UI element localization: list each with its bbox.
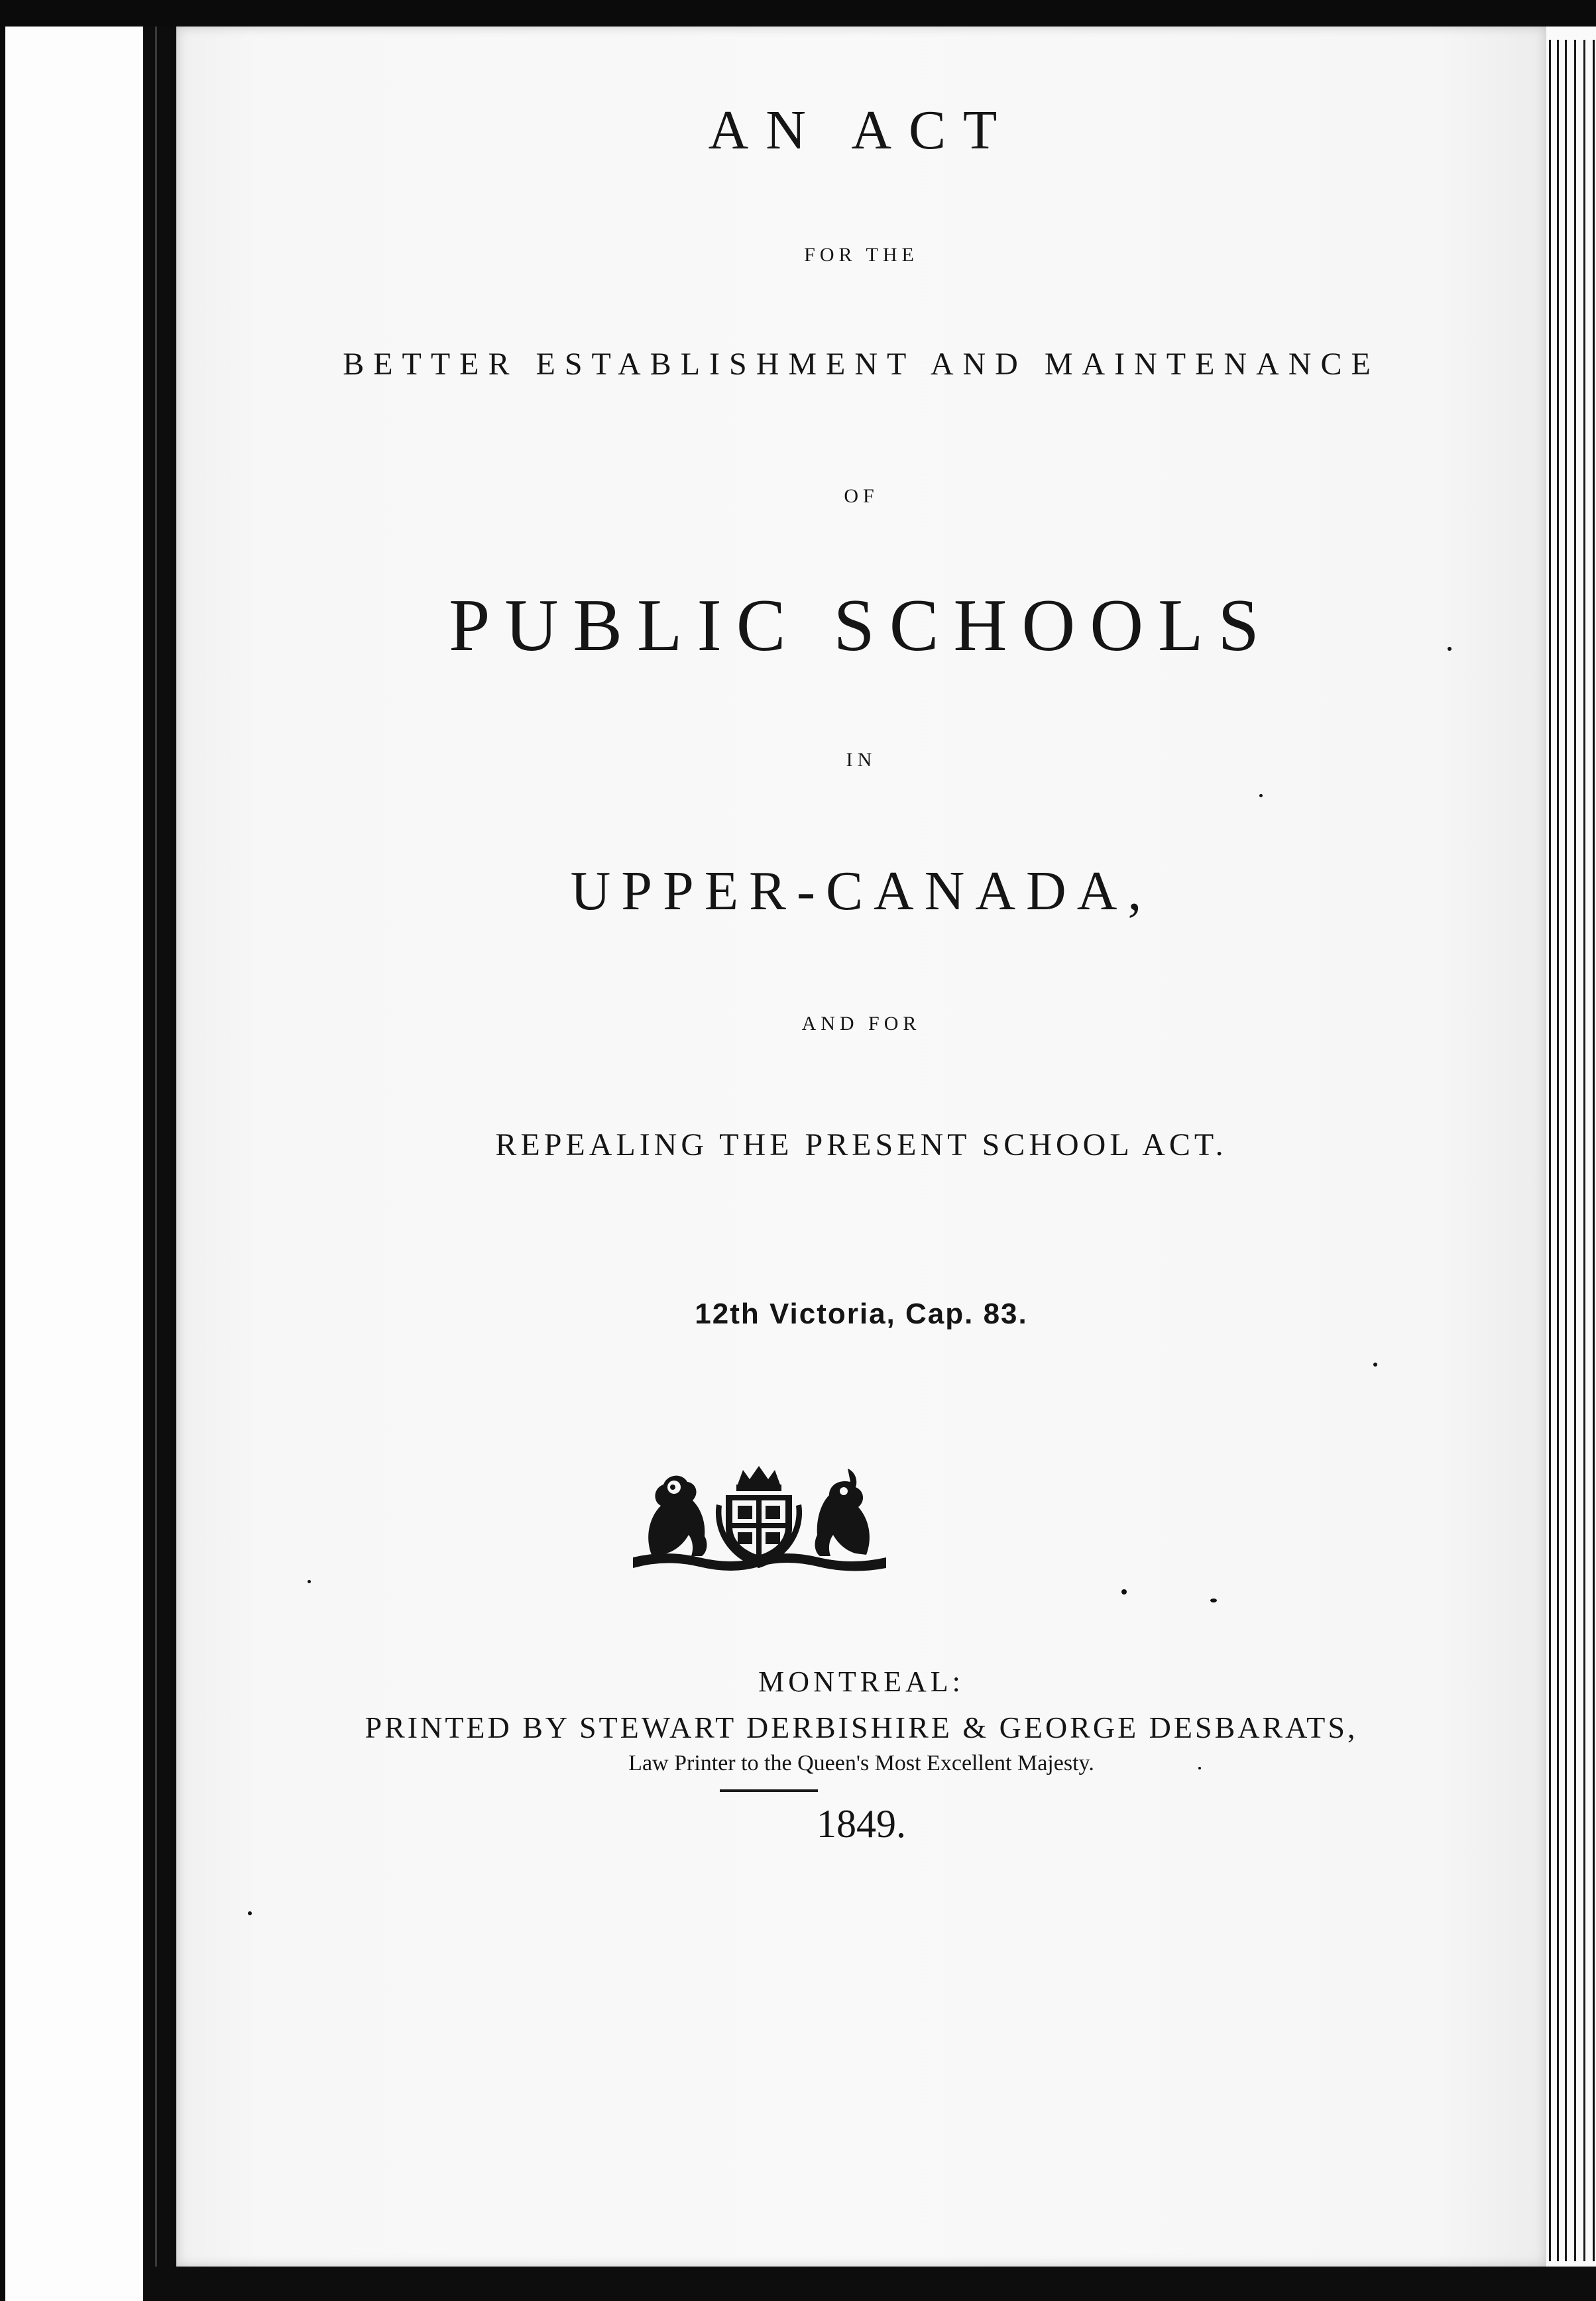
scan-speck	[248, 1911, 252, 1915]
scan-speck	[1121, 1589, 1127, 1595]
for-the-line: FOR THE	[804, 244, 919, 266]
place-title: UPPER-CANADA,	[570, 860, 1153, 922]
binding-gutter	[143, 27, 176, 2301]
scan-speck	[1448, 647, 1452, 651]
act-heading: AN ACT	[708, 99, 1015, 161]
of-line: OF	[844, 485, 879, 507]
imprint-city: MONTREAL:	[758, 1665, 964, 1698]
main-title: PUBLIC SCHOOLS	[449, 585, 1274, 667]
and-for-line: AND FOR	[801, 1013, 921, 1035]
imprint-title: Law Printer to the Queen's Most Excellent Majesty.	[628, 1751, 1094, 1775]
scan-speck	[1210, 1599, 1217, 1602]
scan-border-bottom	[143, 2267, 1596, 2301]
scan-speck	[308, 1580, 311, 1583]
scan-speck	[1259, 794, 1263, 797]
imprint-year: 1849.	[817, 1802, 906, 1846]
imprint-rule	[720, 1789, 818, 1792]
imprint-printers: PRINTED BY STEWART DERBISHIRE & GEORGE DESBARATS,	[365, 1711, 1358, 1744]
royal-coat-of-arms-icon	[626, 1465, 891, 1573]
facing-page	[5, 27, 143, 2301]
in-line: IN	[846, 749, 877, 771]
page-edges	[1546, 27, 1596, 2301]
statute-citation: 12th Victoria, Cap. 83.	[695, 1298, 1028, 1330]
scan-border-top	[0, 0, 1596, 27]
subject-line: BETTER ESTABLISHMENT AND MAINTENANCE	[343, 347, 1380, 382]
repeal-line: REPEALING THE PRESENT SCHOOL ACT.	[495, 1127, 1227, 1162]
scan-speck	[1373, 1363, 1377, 1367]
scan-speck	[1198, 1767, 1201, 1769]
scan-border-left	[0, 27, 5, 2301]
